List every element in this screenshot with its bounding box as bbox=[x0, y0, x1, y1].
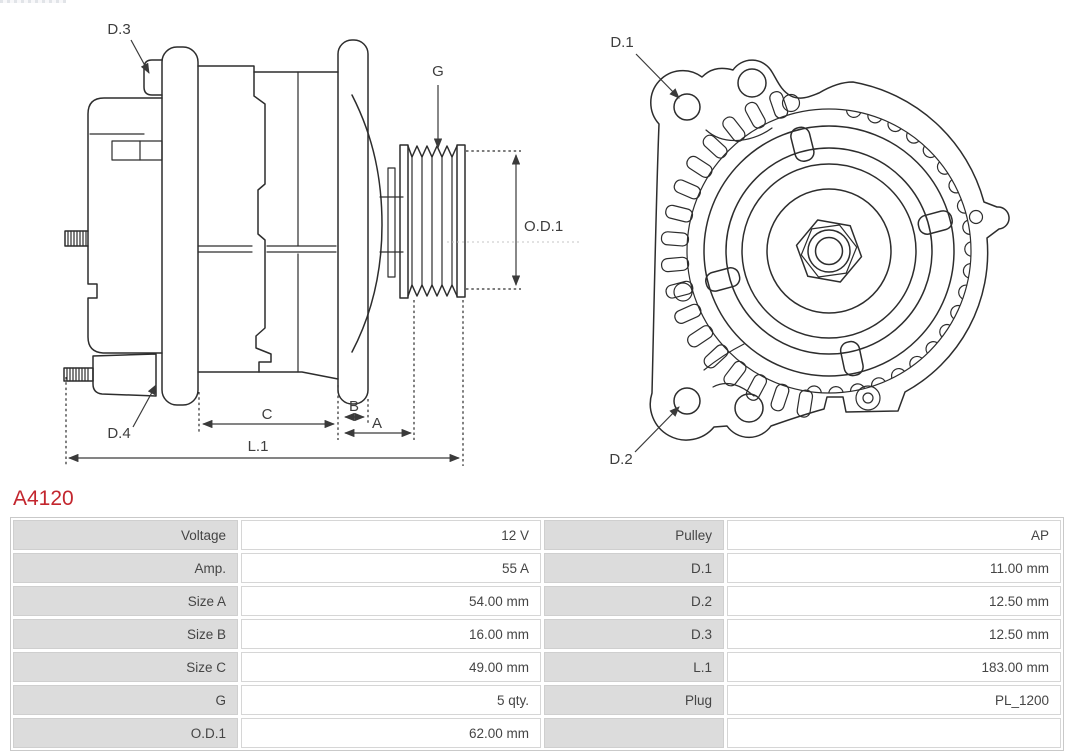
label-l1: L.1 bbox=[247, 438, 269, 455]
spec-label bbox=[544, 718, 724, 748]
spec-label: Size C bbox=[13, 652, 238, 682]
label-c: C bbox=[261, 406, 273, 423]
label-d3: D.3 bbox=[107, 21, 131, 38]
spec-label: O.D.1 bbox=[13, 718, 238, 748]
front-view-labels bbox=[609, 34, 633, 468]
spec-value: 55 A bbox=[241, 553, 541, 583]
spec-value: 62.00 mm bbox=[241, 718, 541, 748]
spec-value: 49.00 mm bbox=[241, 652, 541, 682]
label-d1: D.1 bbox=[610, 34, 634, 51]
label-b: B bbox=[348, 398, 360, 415]
spec-label: G bbox=[13, 685, 238, 715]
spec-value: PL_1200 bbox=[727, 685, 1061, 715]
spec-table-grid bbox=[13, 520, 1061, 748]
spec-value: 12.50 mm bbox=[727, 586, 1061, 616]
spec-value: 5 qty. bbox=[241, 685, 541, 715]
part-number: A4120 bbox=[13, 487, 74, 510]
label-d4: D.4 bbox=[107, 425, 131, 442]
label-g: G bbox=[432, 63, 444, 80]
spec-value: 183.00 mm bbox=[727, 652, 1061, 682]
label-od1: O.D.1 bbox=[524, 218, 564, 235]
spec-label: Size B bbox=[13, 619, 238, 649]
spec-value: 12.50 mm bbox=[727, 619, 1061, 649]
spec-value: 12 V bbox=[241, 520, 541, 550]
spec-label: D.3 bbox=[544, 619, 724, 649]
spec-label: Plug bbox=[544, 685, 724, 715]
label-d2: D.2 bbox=[609, 451, 633, 468]
spec-value: 11.00 mm bbox=[727, 553, 1061, 583]
spec-value bbox=[727, 718, 1061, 748]
spec-label: Size A bbox=[13, 586, 238, 616]
spec-label: D.2 bbox=[544, 586, 724, 616]
spec-value: 54.00 mm bbox=[241, 586, 541, 616]
spec-label: Amp. bbox=[13, 553, 238, 583]
label-a: A bbox=[371, 415, 383, 432]
spec-table bbox=[10, 517, 1064, 751]
spec-label: D.1 bbox=[544, 553, 724, 583]
spec-label: Pulley bbox=[544, 520, 724, 550]
corner-artifact bbox=[0, 0, 66, 3]
spec-label: Voltage bbox=[13, 520, 238, 550]
side-view bbox=[64, 21, 580, 466]
side-view-labels bbox=[107, 21, 563, 455]
front-view bbox=[609, 34, 1009, 468]
spec-value: AP bbox=[727, 520, 1061, 550]
spec-value: 16.00 mm bbox=[241, 619, 541, 649]
spec-label: L.1 bbox=[544, 652, 724, 682]
